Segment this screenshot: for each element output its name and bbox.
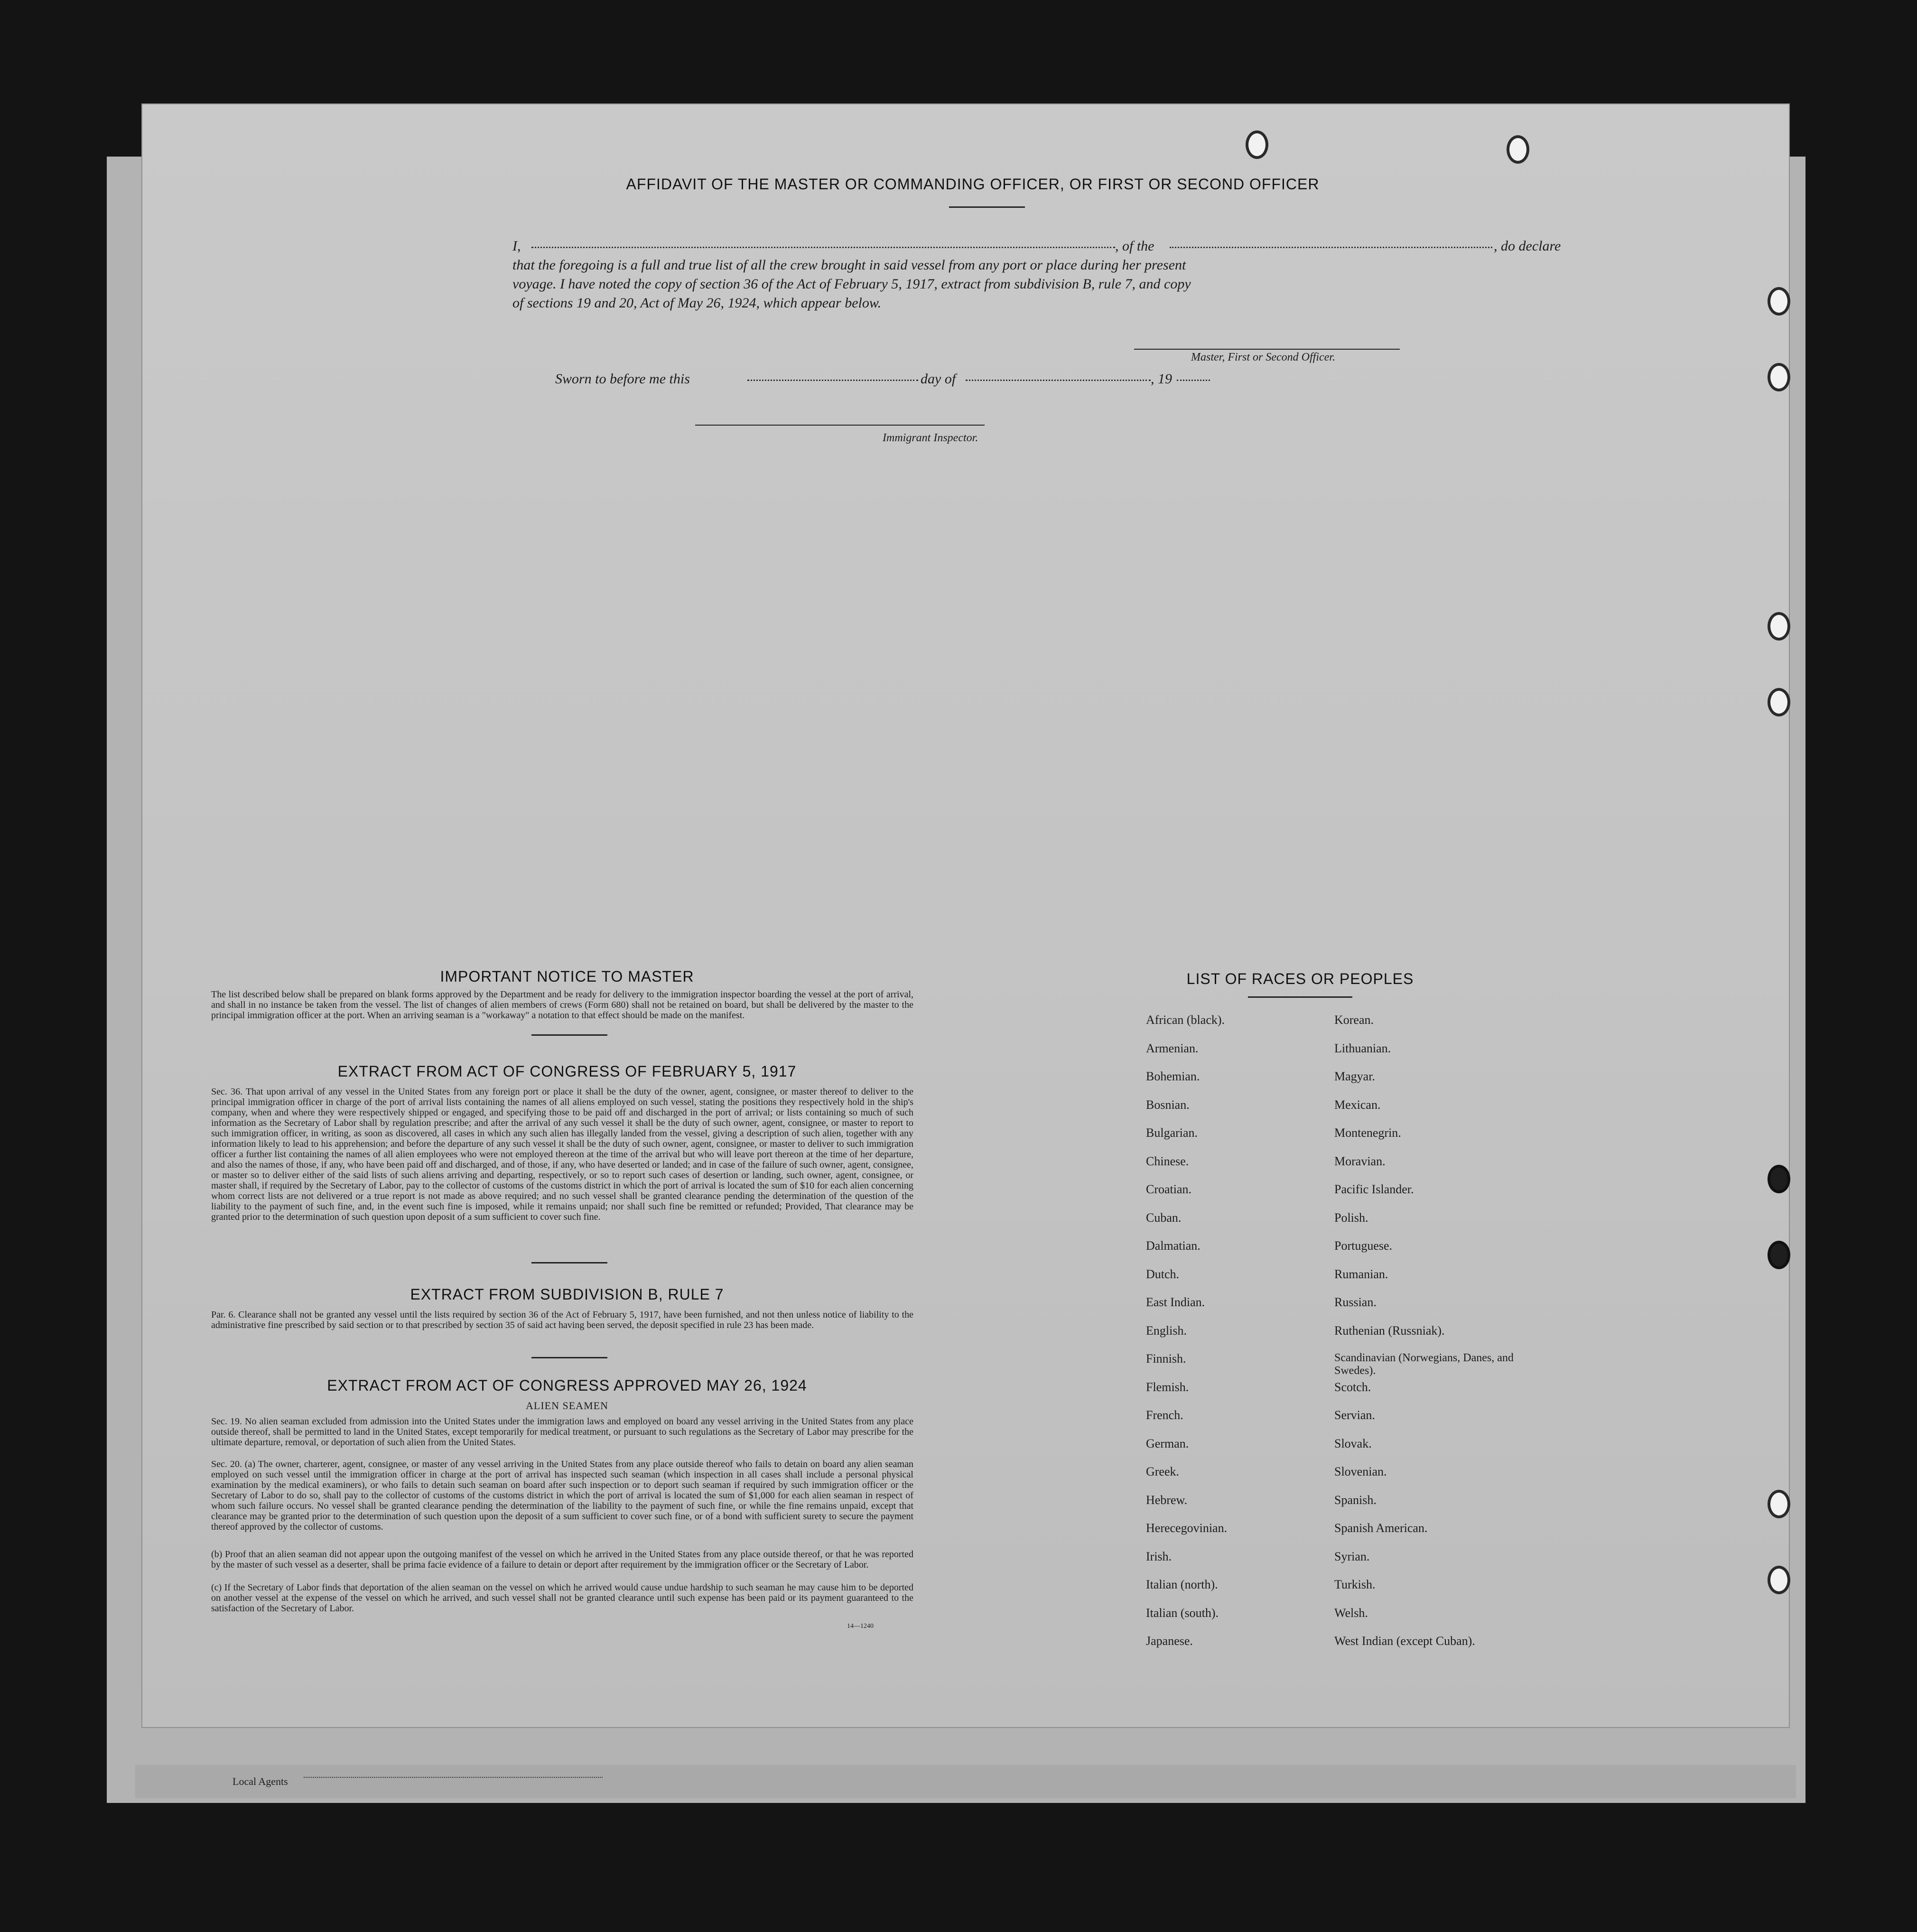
sworn-label: Sworn to before me this	[555, 371, 690, 387]
day-of-label: day of	[921, 371, 956, 387]
form-number: 14—1240	[847, 1623, 874, 1630]
race-item: German.	[1146, 1436, 1189, 1450]
race-item: English.	[1146, 1323, 1187, 1338]
race-item: Scandinavian (Norwegians, Danes, and Swedes).	[1334, 1352, 1514, 1377]
race-item: French.	[1146, 1408, 1183, 1422]
underlying-page-edge	[135, 1765, 1796, 1798]
extract-rule7-title: EXTRACT FROM SUBDIVISION B, RULE 7	[410, 1286, 724, 1303]
race-item: Magyar.	[1334, 1069, 1375, 1083]
sec19-text: Sec. 19. No alien seaman excluded from admission into the United States under the immigration laws and employed on board any vessel arriving in the United States from any place outside thereof, shall be permitted to land in the United States, except temporarily for medical treatment, or pursuant to such regulations as the Secretary of Labor may prescribe for the ultimate departure, removal, or deportation of such alien from the United States.	[211, 1416, 913, 1448]
sworn-month-field[interactable]	[966, 380, 1151, 381]
race-item: Slovak.	[1334, 1436, 1372, 1450]
race-item: Korean.	[1334, 1013, 1374, 1027]
race-item: Italian (north).	[1146, 1578, 1218, 1591]
punch-hole	[1768, 1241, 1790, 1269]
local-agents-label: Local Agents	[233, 1775, 288, 1787]
race-item: Croatian.	[1146, 1182, 1192, 1196]
sec20c-text: (c) If the Secretary of Labor finds that deportation of the alien seaman on the vessel on which he arrived would cause undue hardship to such seaman he may cause him to be deported on another vessel at the expense of the vessel on which he arrived, and such vessel shall not be granted clearance until such expense has been paid or its payment guaranteed to the satisfaction of the Secretary of Labor.	[211, 1582, 913, 1614]
race-item: Flemish.	[1146, 1380, 1189, 1394]
race-item: Slovenian.	[1334, 1465, 1387, 1478]
alien-seamen-subtitle: ALIEN SEAMEN	[526, 1400, 608, 1412]
race-item: Spanish American.	[1334, 1521, 1428, 1535]
title-rule	[949, 206, 1025, 208]
master-caption: Master, First or Second Officer.	[1191, 351, 1335, 363]
notice-rule	[531, 1034, 607, 1036]
punch-hole	[1768, 688, 1790, 716]
race-item: Russian.	[1334, 1295, 1377, 1309]
race-item: West Indian (except Cuban).	[1334, 1634, 1475, 1648]
sworn-year-field[interactable]	[1177, 380, 1210, 381]
race-item: Portuguese.	[1334, 1239, 1393, 1253]
extract-1917-body: Sec. 36. That upon arrival of any vessel in the United States from any foreign port or place it shall be the duty of the owner, agent, consignee, or master thereof to deliver to the principal immigration officer in charge of the port of arrival lists containing the names of all aliens employed on such vessel, stating the positions they respectively hold in the ship's company, when and where they were respectively shipped or engaged, and specifying those to be paid off and discharged in the port of arrival; or lists containing so much of such information as the Secretary of Labor shall by regulation prescribe; and after the arrival of any such vessel it shall be the duty of such owner, agent, consignee, or master to report to such immigration officer, in writing, as soon as discovered, all cases in which any such alien has illegally landed from the vessel, giving a description of such alien, together with any information likely to lead to his apprehension; and before the departure of any such vessel it shall be the duty of such owner, agent, consignee, or master to deliver to such immigration officer a further list containing the names of all alien employees who were not employed thereon at the time of the arrival but who will leave port thereon at the time of her departure, and also the names of those, if any, who have been paid off and discharged, and of those, if any, who have deserted or landed; and in case of the failure of such owner, agent, consignee, or master so to deliver either of the said lists of such aliens arriving and departing, respectively, or so to report such cases of desertion or landing, such owner, agent, consignee, or master shall, if required by the Secretary of Labor, pay to the collector of customs of the customs district in which the port of arrival is located the sum of $10 for each alien concerning whom correct lists are not delivered or a true report is not made as above required; and no such vessel shall be granted clearance pending the determination of the question of the liability to the payment of such fine, and, in the event such fine is imposed, while it remains unpaid; nor shall such fine be remitted or refunded; Provided, That clearance may be granted prior to the determination of such question upon deposit of a sum sufficient to cover such fine.	[211, 1087, 913, 1222]
inspector-signature-line[interactable]	[695, 425, 985, 426]
sec20a-text: Sec. 20. (a) The owner, charterer, agent, consignee, or master of any vessel arriving in the United States from any place outside thereof who fails to detain on board any alien seaman employed on such vessel until the immigration officer in charge at the port of arrival has inspected such seaman (which inspection in all cases shall include a personal physical examination by the medical examiners), or who fails to detain such seaman on board after such inspection or to deport such seaman if required by such immigration officer or the Secretary of Labor to do so, shall pay to the collector of customs of the customs district in which the port of arrival is located the sum of $1,000 for each alien seaman in respect of whom such failure occurs. No vessel shall be granted clearance pending the determination of the liability to the payment of such fine, or while the fine remains unpaid, except that clearance may be granted prior to the determination of such question upon the deposit of a sum sufficient to cover such fine, or of a bond with sufficient surety to secure the payment thereof approved by the collector of customs.	[211, 1459, 913, 1532]
race-item: Chinese.	[1146, 1154, 1189, 1168]
races-title: LIST OF RACES OR PEOPLES	[1186, 970, 1414, 987]
sec20b-text: (b) Proof that an alien seaman did not appear upon the outgoing manifest of the vessel on which he arrived in the United States from any place outside thereof, or that he was reported by the master of such vessel as a deserter, shall be prima facie evidence of a failure to detain or deport after requirement by the immigration officer or the Secretary of Labor.	[211, 1549, 913, 1570]
extract-rule7-rule	[531, 1357, 607, 1358]
race-item: Dalmatian.	[1146, 1239, 1200, 1253]
race-item: Rumanian.	[1334, 1267, 1388, 1281]
local-agents-field[interactable]	[304, 1777, 603, 1778]
race-item: Moravian.	[1334, 1154, 1386, 1168]
race-item: Dutch.	[1146, 1267, 1180, 1281]
race-item: Montenegrin.	[1334, 1126, 1401, 1140]
race-item: Bohemian.	[1146, 1069, 1200, 1083]
affidavit-title: AFFIDAVIT OF THE MASTER OR COMMANDING OFFICER, OR FIRST OR SECOND OFFICER	[626, 176, 1320, 193]
race-item: Welsh.	[1334, 1606, 1368, 1620]
race-item: Herecegovinian.	[1146, 1521, 1228, 1535]
master-signature-line[interactable]	[1134, 349, 1400, 350]
race-item: Servian.	[1334, 1408, 1375, 1422]
race-item: Scotch.	[1334, 1380, 1371, 1394]
extract-1917-title: EXTRACT FROM ACT OF CONGRESS OF FEBRUARY 5, 1917	[337, 1063, 797, 1080]
race-item: Irish.	[1146, 1549, 1172, 1563]
race-item: Polish.	[1334, 1210, 1368, 1225]
do-declare-label: , do declare	[1494, 238, 1561, 254]
punch-hole	[1768, 612, 1790, 641]
affidavit-line-2: that the foregoing is a full and true list of all the crew brought in said vessel from any port or place during her present	[512, 257, 1186, 273]
punch-hole	[1768, 1490, 1790, 1518]
race-item: Italian (south).	[1146, 1606, 1219, 1620]
race-item: Turkish.	[1334, 1578, 1376, 1591]
race-item: Syrian.	[1334, 1549, 1370, 1563]
extract-1917-rule	[531, 1262, 607, 1263]
affidavit-line-3: voyage. I have noted the copy of section 36 of the Act of February 5, 1917, extract from subdivision B, rule 7, and copy	[512, 276, 1191, 292]
declarant-label: I,	[512, 238, 521, 254]
race-item: African (black).	[1146, 1013, 1225, 1027]
races-rule	[1248, 996, 1352, 998]
race-item: Cuban.	[1146, 1210, 1182, 1225]
affidavit-line-4: of sections 19 and 20, Act of May 26, 1924, which appear below.	[512, 295, 882, 311]
race-item: Japanese.	[1146, 1634, 1193, 1648]
race-item: Hebrew.	[1146, 1493, 1188, 1507]
race-item: Armenian.	[1146, 1041, 1199, 1055]
declarant-name-field[interactable]	[531, 247, 1115, 248]
of-the-label: , of the	[1115, 238, 1154, 254]
punch-hole	[1768, 287, 1790, 316]
punch-hole	[1768, 1566, 1790, 1594]
punch-hole	[1507, 135, 1529, 164]
year-label: , 19	[1151, 371, 1172, 387]
punch-hole	[1768, 363, 1790, 391]
sworn-day-field[interactable]	[747, 380, 918, 381]
race-item: Ruthenian (Russniak).	[1334, 1323, 1445, 1338]
race-item: Lithuanian.	[1334, 1041, 1391, 1055]
inspector-caption: Immigrant Inspector.	[883, 432, 978, 444]
punch-hole	[1768, 1165, 1790, 1193]
race-item: East Indian.	[1146, 1295, 1205, 1309]
vessel-name-field[interactable]	[1170, 247, 1492, 248]
race-item: Pacific Islander.	[1334, 1182, 1414, 1196]
extract-rule7-body: Par. 6. Clearance shall not be granted any vessel until the lists required by section 36 of the Act of February 5, 1917, have been furnished, and not then unless notice of liability to the administrative fine prescribed by said section or to that prescribed by section 35 of said act having been served, the deposit specified in rule 23 has been made.	[211, 1310, 913, 1330]
race-item: Bulgarian.	[1146, 1126, 1198, 1140]
notice-title: IMPORTANT NOTICE TO MASTER	[440, 968, 694, 985]
race-item: Finnish.	[1146, 1352, 1186, 1365]
race-item: Bosnian.	[1146, 1097, 1190, 1112]
race-item: Spanish.	[1334, 1493, 1377, 1507]
race-item: Mexican.	[1334, 1097, 1381, 1112]
manifest-page	[142, 104, 1789, 1727]
extract-1924-title: EXTRACT FROM ACT OF CONGRESS APPROVED MAY 26, 1924	[327, 1377, 807, 1394]
race-item: Greek.	[1146, 1465, 1180, 1478]
punch-hole	[1246, 130, 1268, 159]
notice-body: The list described below shall be prepared on blank forms approved by the Department and be ready for delivery to the immigration inspector boarding the vessel at the port of arrival, and shall in no instance be taken from the vessel. The list of changes of alien members of crews (Form 680) shall not be retained on board, but shall be delivered by the master to the principal immigration officer at the port. When an arriving seaman is a "workaway" a notation to that effect should be made on the manifest.	[211, 989, 913, 1021]
